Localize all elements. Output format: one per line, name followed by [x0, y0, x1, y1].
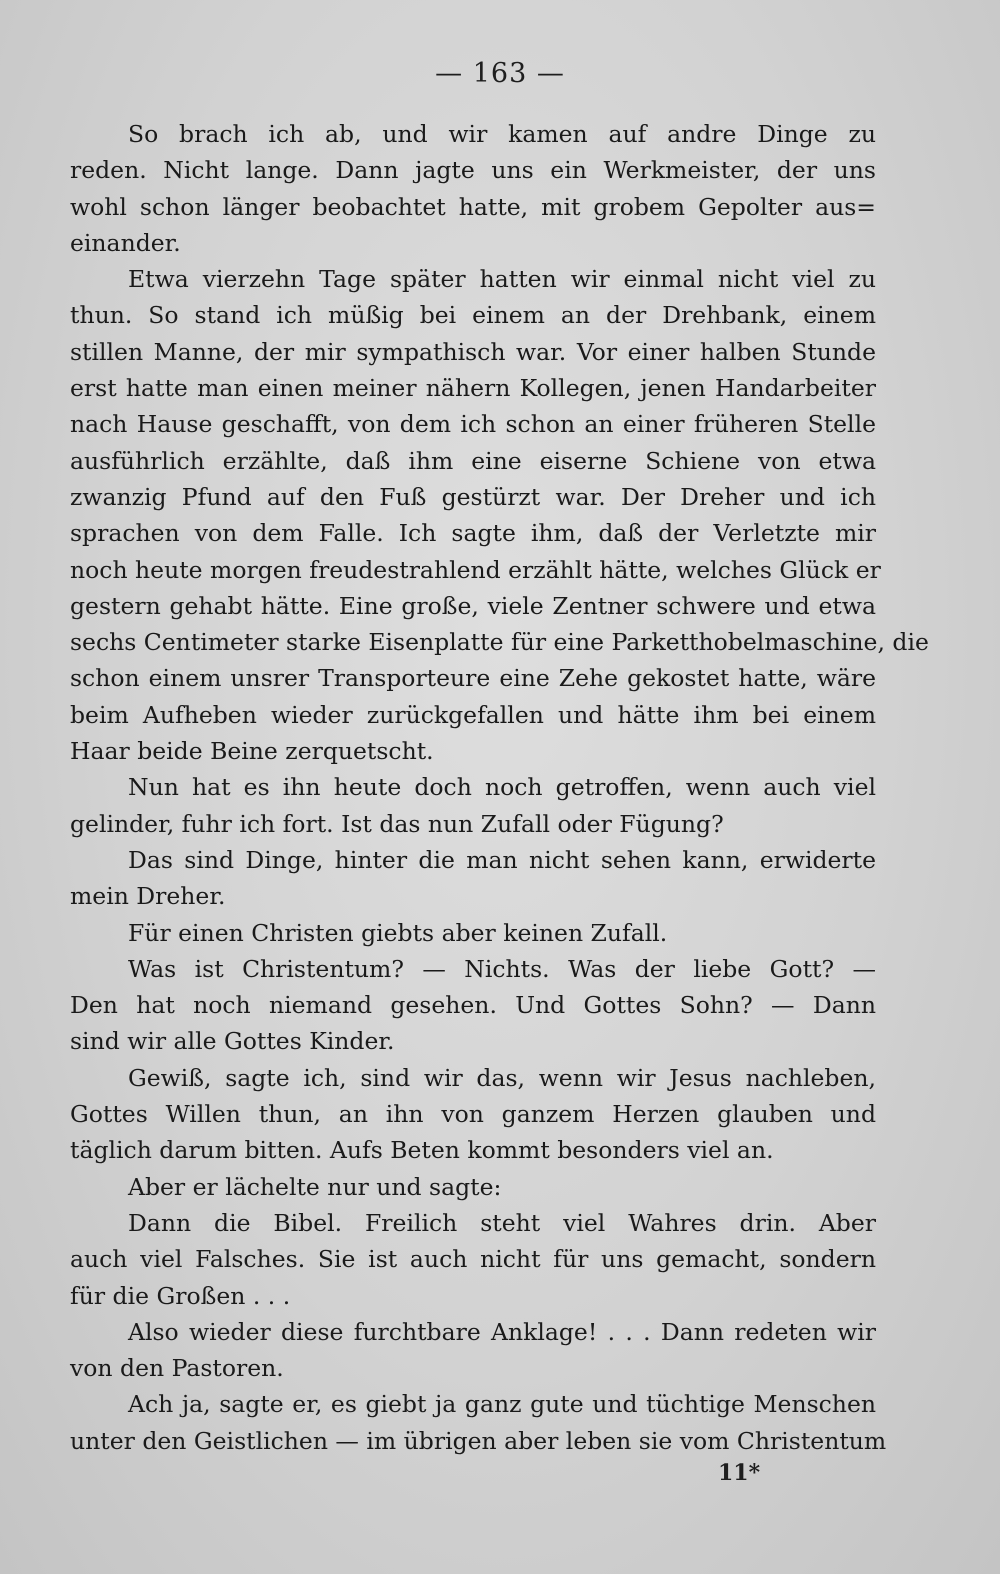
text-line: thun. So stand ich müßig bei einem an der Drehbank, einem [70, 301, 876, 330]
text-line: mein Dreher. [70, 882, 226, 911]
text-line: schon einem unsrer Transporteure eine Zehe gekostet hatte, wäre [70, 664, 876, 693]
text-line: ausführlich erzählte, daß ihm eine eiserne Schiene von etwa [70, 446, 876, 475]
text-line: für die Großen . . . [70, 1281, 291, 1310]
text-line: unter den Geistlichen — im übrigen aber leben sie vom Christentum [70, 1426, 887, 1455]
text-line: gelinder, fuhr ich fort. Ist das nun Zufall oder Fügung? [70, 809, 724, 838]
text-line: beim Aufheben wieder zurückgefallen und hätte ihm bei einem [70, 700, 876, 729]
text-line: Was ist Christentum? — Nichts. Was der liebe Gott? — [128, 954, 876, 983]
text-line: Also wieder diese furchtbare Anklage! . . . Dann redeten wir [128, 1317, 876, 1346]
text-line: Den hat noch niemand gesehen. Und Gottes Sohn? — Dann [70, 991, 876, 1020]
text-line: zwanzig Pfund auf den Fuß gestürzt war. Der Dreher und ich [70, 482, 876, 511]
text-line: Aber er lächelte nur und sagte: [128, 1172, 502, 1201]
text-line: nach Hause geschafft, von dem ich schon an einer früheren Stelle [70, 410, 876, 439]
body-text [70, 116, 929, 1459]
text-line: reden. Nicht lange. Dann jagte uns ein Werkmeister, der uns [70, 156, 876, 185]
text-line: von den Pastoren. [70, 1354, 284, 1383]
text-line: stillen Manne, der mir sympathisch war. Vor einer halben Stunde [70, 337, 876, 366]
text-line: erst hatte man einen meiner nähern Kollegen, jenen Handarbeiter [70, 374, 876, 403]
text-line: auch viel Falsches. Sie ist auch nicht für uns gemacht, sondern [70, 1245, 876, 1274]
page-number: — 163 — [435, 58, 565, 89]
signature-mark: 11* [718, 1460, 761, 1486]
text-line: sind wir alle Gottes Kinder. [70, 1027, 395, 1056]
text-line: Etwa vierzehn Tage später hatten wir einmal nicht viel zu [128, 265, 876, 294]
text-line: So brach ich ab, und wir kamen auf andre Dinge zu [128, 120, 876, 148]
text-line: gestern gehabt hätte. Eine große, viele Zentner schwere und etwa [70, 591, 876, 620]
text-line: sechs Centimeter starke Eisenplatte für eine Parketthobelmaschine, die [70, 628, 929, 657]
text-line: Ach ja, sagte er, es giebt ja ganz gute und tüchtige Menschen [128, 1390, 876, 1419]
text-line: einander. [70, 228, 181, 257]
text-line: Das sind Dinge, hinter die man nicht sehen kann, erwiderte [128, 845, 876, 874]
text-line: wohl schon länger beobachtet hatte, mit grobem Gepolter aus= [70, 192, 876, 221]
text-line: täglich darum bitten. Aufs Beten kommt besonders viel an. [70, 1136, 774, 1165]
text-line: noch heute morgen freudestrahlend erzählt hätte, welches Glück er [70, 555, 881, 584]
text-line: sprachen von dem Falle. Ich sagte ihm, daß der Verletzte mir [70, 519, 876, 548]
text-line: Gewiß, sagte ich, sind wir das, wenn wir Jesus nachleben, [128, 1063, 876, 1092]
text-line: Gottes Willen thun, an ihn von ganzem Herzen glauben und [70, 1100, 876, 1129]
text-line: Für einen Christen giebts aber keinen Zufall. [128, 918, 668, 947]
text-line: Haar beide Beine zerquetscht. [70, 737, 434, 766]
text-line: Nun hat es ihn heute doch noch getroffen, wenn auch viel [128, 773, 876, 802]
text-line: Dann die Bibel. Freilich steht viel Wahres drin. Aber [128, 1208, 876, 1237]
